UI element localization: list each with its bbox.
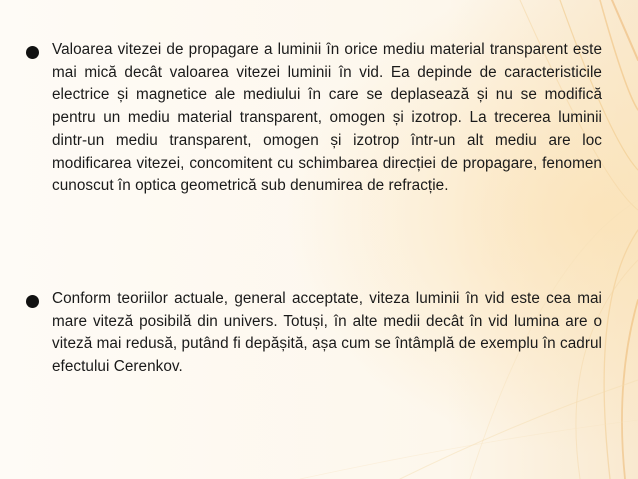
bullet-item (26, 288, 602, 379)
bullet-text: Conform teoriilor actuale, general acceptate, viteza luminii în vid este cea mai mare viteză posibilă din univers. Totuși, în alte medii decât în vid lumina are o viteză mai redusă, putând fi depășită, așa cum se întâmplă de exemplu în cadrul efectului Cerenkov. (52, 290, 602, 376)
bullet-text: Valoarea vitezei de propagare a luminii în orice mediu material transparent este mai mică decât valoarea vitezei luminii în vid. Ea depinde de caracteristicile electrice și magnetice ale mediului în care se deplasează și nu se modifică pentru un mediu material transparent, omogen și izotrop. La trecerea luminii dintr-un mediu transparent, omogen și izotrop într-un alt mediu are loc modificarea vitezei, concomitent cu schimbarea direcției de propagare, fenomen cunoscut în optica geometrică sub denumirea de refracție. (52, 41, 602, 195)
bullet-item (26, 39, 602, 198)
bullet-dot-icon (26, 46, 39, 59)
bullet-dot-icon (26, 295, 39, 308)
